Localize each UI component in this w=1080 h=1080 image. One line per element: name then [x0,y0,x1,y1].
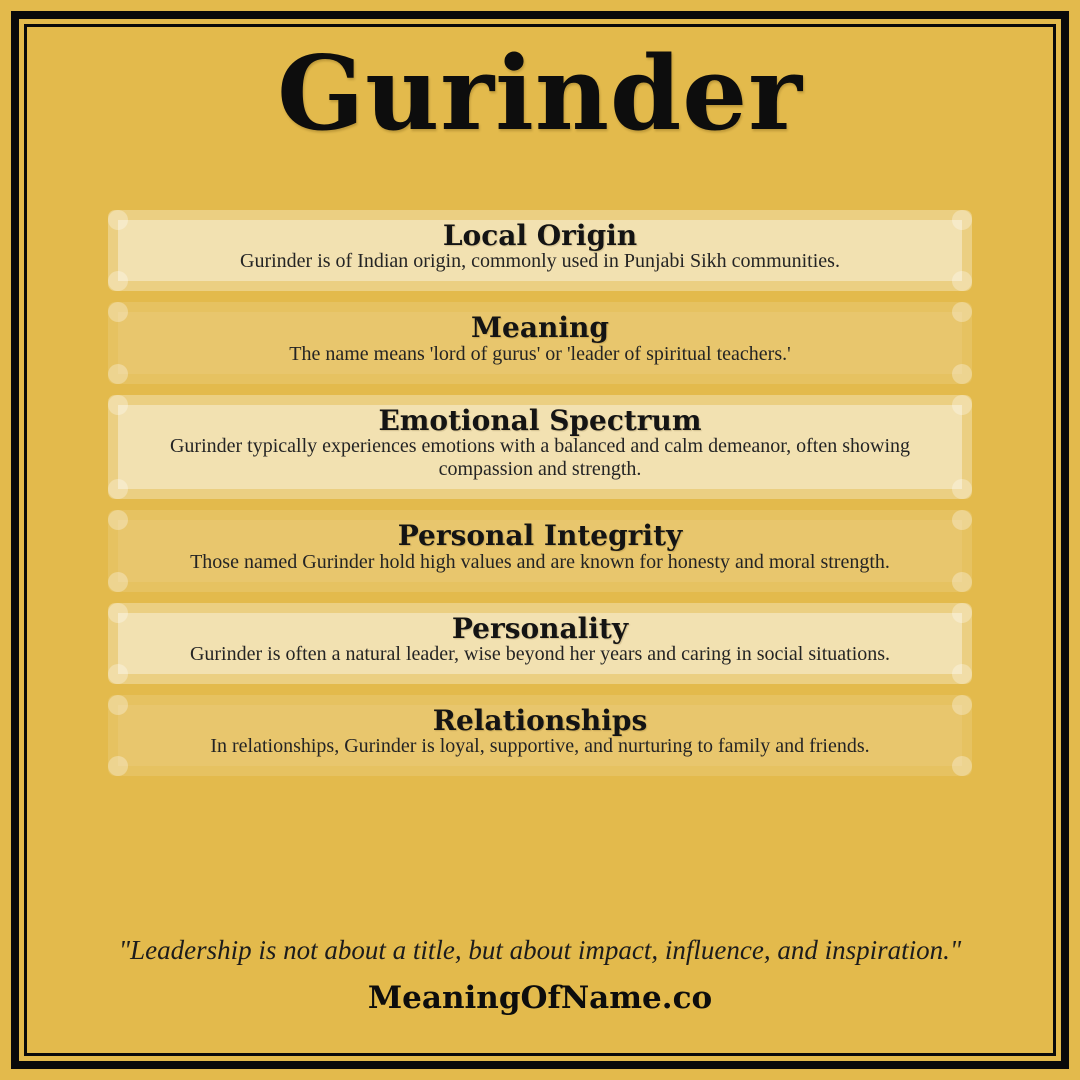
corner-dot-icon [952,395,972,415]
corner-dot-icon [952,664,972,684]
corner-dot-icon [108,756,128,776]
card-heading: Local Origin [442,219,638,252]
corner-dot-icon [952,695,972,715]
corner-dot-icon [108,271,128,291]
card-body: Gurinder is of Indian origin, commonly used in Punjabi Sikh communities. [240,250,840,273]
corner-dot-icon [952,603,972,623]
card-body: The name means 'lord of gurus' or 'leader of spiritual teachers.' [289,342,791,365]
card-panel [118,220,962,281]
corner-dot-icon [952,210,972,230]
quote-text: "Leadership is not about a title, but about impact, influence, and inspiration." [118,935,962,965]
corner-dot-icon [952,510,972,530]
card-panel [118,705,962,766]
card-body: Gurinder is often a natural leader, wise beyond her years and caring in social situations. [189,642,891,665]
card-relationships [108,695,972,776]
corner-dot-icon [952,302,972,322]
corner-dot-icon [108,395,128,415]
card-heading: Emotional Spectrum [378,403,702,437]
sections-list [108,210,972,776]
card-panel [118,312,962,373]
corner-dot-icon [952,479,972,499]
corner-dot-icon [108,603,128,623]
poster-content [27,27,1053,1053]
card-heading: Meaning [471,311,609,345]
card-heading: Personal Integrity [397,519,683,553]
corner-dot-icon [952,572,972,592]
corner-dot-icon [108,572,128,592]
card-emotional-spectrum [108,395,972,499]
page-title: Gurinder [277,34,803,154]
corner-dot-icon [108,664,128,684]
corner-dot-icon [108,479,128,499]
card-body: In relationships, Gurinder is loyal, supportive, and nurturing to family and friends. [210,735,870,758]
card-body: Those named Gurinder hold high values and are known for honesty and moral strength. [190,550,890,573]
corner-dot-icon [952,364,972,384]
corner-dot-icon [108,364,128,384]
card-meaning [108,302,972,383]
corner-dot-icon [952,756,972,776]
site-name: MeaningOfName.co [367,980,713,1016]
corner-dot-icon [108,210,128,230]
card-body: Gurinder typically experiences emotions with a balanced and calm demeanor, often showing compassion and strength. [169,435,911,481]
card-personality [108,603,972,684]
card-heading: Relationships [432,703,648,737]
card-local-origin [108,210,972,291]
card-panel [118,405,962,489]
card-heading: Personality [451,611,629,645]
card-panel [118,520,962,581]
card-personal-integrity [108,510,972,591]
corner-dot-icon [952,271,972,291]
corner-dot-icon [108,695,128,715]
card-panel [118,613,962,674]
